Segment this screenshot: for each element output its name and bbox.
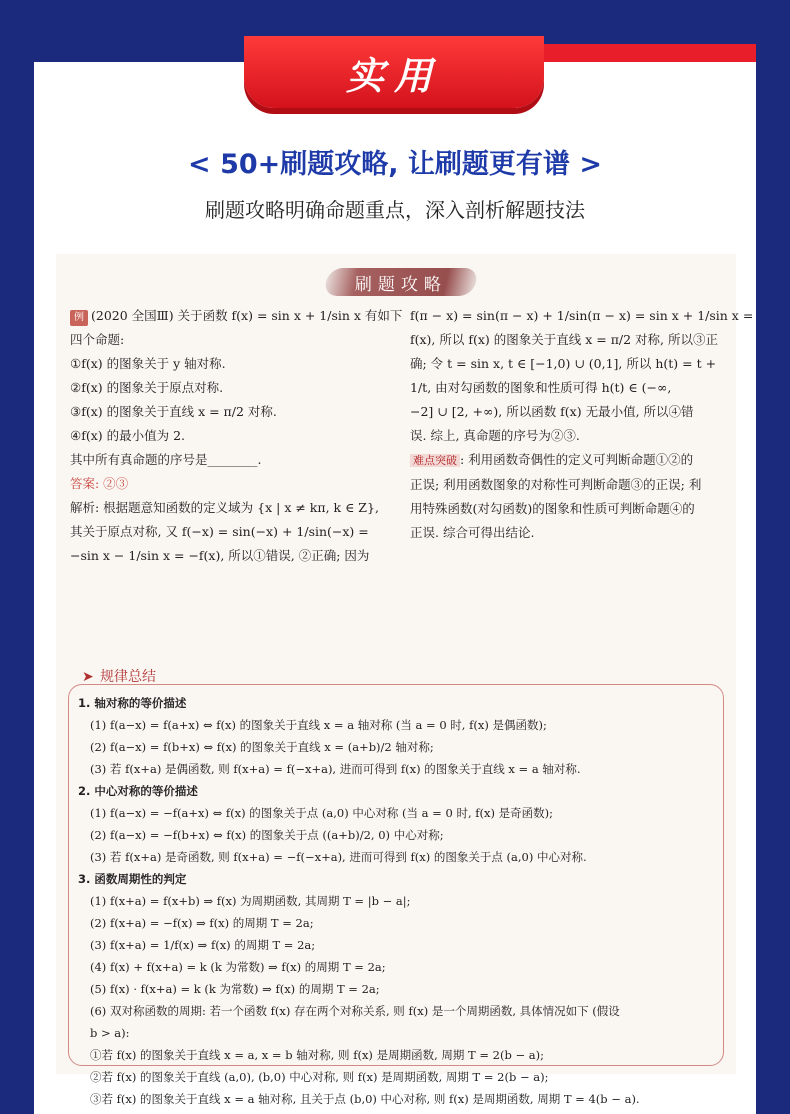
rule-item: (5) f(x) · f(x+a) = k (k 为常数) ⇒ f(x) 的周期 T = 2a;: [90, 982, 380, 996]
rule-item: (2) f(a−x) = f(b+x) ⇔ f(x) 的图象关于直线 x = (a+b)/2 轴对称;: [90, 740, 434, 754]
difficulty-line: 正误; 利用函数图象的对称性可判断命题③的正误; 利: [410, 477, 702, 492]
analysis-line: 误. 综上, 真命题的序号为②③.: [410, 428, 580, 443]
strategy-card: [56, 254, 754, 1106]
example-left-column: [70, 304, 403, 568]
example-line: ①f(x) 的图象关于 y 轴对称.: [70, 356, 226, 371]
difficulty-tag: 难点突破: [410, 454, 460, 467]
example-line: 例 (2020 全国Ⅲ) 关于函数 f(x) = sin x + 1/sin x 有如下: [70, 304, 390, 328]
answer-line: 答案: ②③: [70, 476, 129, 491]
example-right-column: [410, 304, 754, 545]
example-tag: 例: [70, 310, 88, 326]
rule-item: ③若 f(x) 的图象关于直线 x = a 轴对称, 且关于点 (b,0) 中心对称, 则 f(x) 是周期函数, 周期 T = 4(b − a).: [90, 1092, 640, 1106]
rule-item: (1) f(a−x) = −f(a+x) ⇔ f(x) 的图象关于点 (a,0) 中心对称 (当 a = 0 时, f(x) 是奇函数);: [90, 806, 553, 820]
rocket-icon: ➤: [82, 669, 94, 685]
example-line: ③f(x) 的图象关于直线 x = π/2 对称.: [70, 404, 277, 419]
analysis-line: f(x), 所以 f(x) 的图象关于直线 x = π/2 对称, 所以③正: [410, 332, 718, 347]
difficulty-line: 正误. 综合可得出结论.: [410, 525, 535, 540]
analysis-line: 解析: 根据题意知函数的定义域为 {x | x ≠ kπ, k ∈ Z},: [70, 500, 379, 515]
example-line: ②f(x) 的图象关于原点对称.: [70, 380, 224, 395]
analysis-line: 1/t, 由对勾函数的图象和性质可得 h(t) ∈ (−∞,: [410, 380, 672, 395]
rules-list: [78, 692, 718, 1110]
rule-item: (3) 若 f(x+a) 是偶函数, 则 f(x+a) = f(−x+a), 进而可得到 f(x) 的图象关于直线 x = a 轴对称.: [90, 762, 581, 776]
example-line: 其中所有真命题的序号是________.: [70, 452, 262, 467]
analysis-line: −2] ∪ [2, +∞), 所以函数 f(x) 无最小值, 所以④错: [410, 404, 694, 419]
analysis-line: f(π − x) = sin(π − x) + 1/sin(π − x) = sin x + 1/sin x =: [410, 308, 754, 323]
rule-item: (1) f(x+a) = f(x+b) ⇒ f(x) 为周期函数, 其周期 T = |b − a|;: [90, 894, 411, 908]
difficulty-line: 难点突破 : 利用函数奇偶性的定义可判断命题①②的: [410, 448, 722, 473]
rule-item: ②若 f(x) 的图象关于直线 (a,0), (b,0) 中心对称, 则 f(x) 是周期函数, 周期 T = 2(b − a);: [90, 1070, 549, 1084]
analysis-line: 确; 令 t = sin x, t ∈ [−1,0) ∪ (0,1], 所以 h(t) = t +: [410, 356, 717, 371]
rule-item: (6) 双对称函数的周期: 若一个函数 f(x) 存在两个对称关系, 则 f(x) 是一个周期函数, 具体情况如下 (假设: [90, 1004, 620, 1018]
rule-item: (4) f(x) + f(x+a) = k (k 为常数) ⇒ f(x) 的周期 T = 2a;: [90, 960, 386, 974]
example-line: 四个命题:: [70, 332, 125, 347]
title-banner: [244, 36, 544, 108]
brush-title-text: 刷题攻略: [355, 274, 447, 295]
example-line: ④f(x) 的最小值为 2.: [70, 428, 186, 443]
rule-item: (3) f(x+a) = 1/f(x) ⇒ f(x) 的周期 T = 2a;: [90, 938, 316, 952]
rule-item: (2) f(x+a) = −f(x) ⇒ f(x) 的周期 T = 2a;: [90, 916, 314, 930]
analysis-line: −sin x − 1/sin x = −f(x), 所以①错误, ②正确; 因为: [70, 548, 370, 563]
subheadline: 刷题攻略明确命题重点，深入剖析解题技法: [205, 198, 585, 222]
rule-item: (1) f(a−x) = f(a+x) ⇔ f(x) 的图象关于直线 x = a 轴对称 (当 a = 0 时, f(x) 是偶函数);: [90, 718, 547, 732]
analysis-line: 其关于原点对称, 又 f(−x) = sin(−x) + 1/sin(−x) =: [70, 524, 369, 539]
poster-frame: [34, 44, 756, 1114]
brush-title: [323, 268, 479, 296]
rule-heading: 2. 中心对称的等价描述: [78, 784, 198, 798]
rule-heading: 1. 轴对称的等价描述: [78, 696, 187, 710]
difficulty-line: 用特殊函数(对勾函数)的图象和性质可判断命题④的: [410, 501, 695, 516]
rule-item: (3) 若 f(x+a) 是奇函数, 则 f(x+a) = −f(−x+a), 进而可得到 f(x) 的图象关于点 (a,0) 中心对称.: [90, 850, 587, 864]
headline: < 50+刷题攻略, 让刷题更有谱 >: [188, 149, 602, 180]
rule-heading: 3. 函数周期性的判定: [78, 872, 187, 886]
rule-item: b > a):: [90, 1026, 130, 1040]
summary-title: ➤ 规律总结: [82, 669, 156, 685]
banner-title: 实用: [345, 53, 442, 98]
rule-item: ①若 f(x) 的图象关于直线 x = a, x = b 轴对称, 则 f(x) 是周期函数, 周期 T = 2(b − a);: [90, 1048, 544, 1062]
rule-item: (2) f(a−x) = −f(b+x) ⇔ f(x) 的图象关于点 ((a+b)/2, 0) 中心对称;: [90, 828, 444, 842]
